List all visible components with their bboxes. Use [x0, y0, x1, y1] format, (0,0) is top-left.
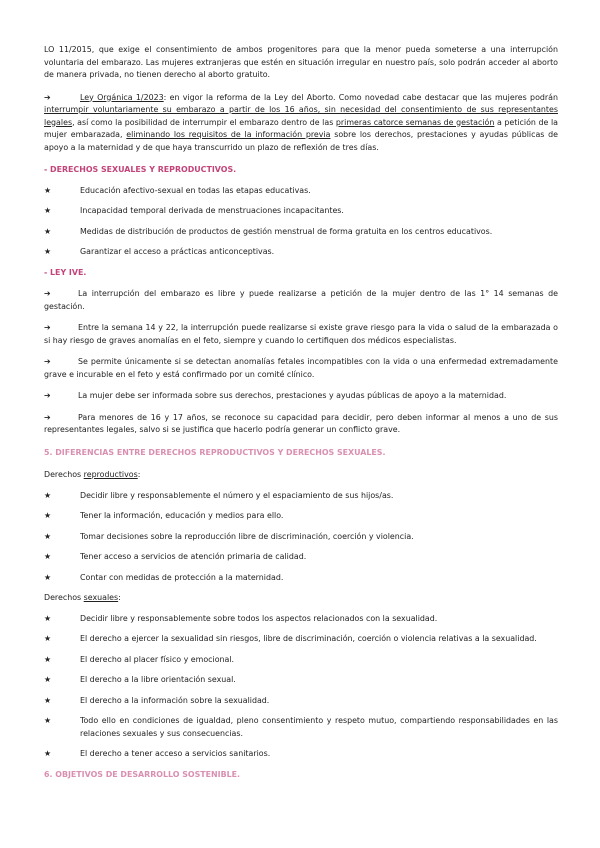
list-item: [44, 674, 558, 687]
ley-underline-3: eliminando los requisitos de la información previa: [126, 130, 331, 139]
list-item: [44, 246, 558, 259]
ley-underline-1: interrumpir voluntariamente su embarazo a partir de los 16 años, sin necesidad del consentimiento de sus representantes legales: [44, 105, 558, 127]
arrow-icon: ➔: [44, 289, 51, 298]
list-item: [44, 748, 558, 761]
list-item: [44, 654, 558, 667]
list-item: [44, 185, 558, 198]
list-item: [44, 322, 558, 347]
repro-prefix: Derechos: [44, 470, 84, 479]
star-icon: ★: [44, 613, 52, 623]
star-icon: ★: [44, 185, 52, 195]
sex-prefix: Derechos: [44, 593, 84, 602]
arrow-icon: ➔: [44, 412, 51, 422]
list-item: [44, 356, 558, 381]
star-icon: ★: [44, 531, 52, 541]
ley-text-2: , así como la posibilidad de interrumpir el embarazo dentro de las: [72, 117, 336, 127]
arrow-icon: ➔: [44, 323, 51, 332]
list-item-text: El derecho a la información sobre la sexualidad.: [80, 695, 270, 705]
list-item-text: El derecho al placer físico y emocional.: [80, 654, 235, 664]
sex-word: sexuales: [83, 593, 119, 602]
list-item-text: Decidir libre y responsablemente el número y el espaciamiento de sus hijos/as.: [80, 490, 394, 500]
list-item-text: El derecho a tener acceso a servicios sanitarios.: [80, 749, 271, 758]
list-item: [44, 390, 558, 403]
list-item: [44, 226, 558, 239]
intro-paragraph: LO 11/2015, que exige el consentimiento de ambos progenitores para que la menor pueda someterse a una interrupción voluntaria del embarazo. Las mujeres extranjeras que estén en situación irregular en nuestro país, solo podrán acceder al aborto de manera privada, no tienen derecho al aborto gratuito.: [44, 45, 558, 79]
list-item: [44, 490, 558, 503]
sex-list: [44, 613, 558, 761]
list-item: [44, 633, 558, 646]
list-item: [44, 551, 558, 564]
list-item: [44, 288, 558, 313]
star-icon: ★: [44, 511, 52, 520]
list-item-text: Se permite únicamente si se detectan anomalías fetales incompatibles con la vida o una enfermedad extremadamente grave e incurable en el feto y está confirmado por un comité clínico.: [44, 357, 558, 379]
arrow-icon: ➔: [44, 357, 51, 366]
star-icon: ★: [44, 206, 52, 215]
section-heading-5: 5. DIFERENCIAS ENTRE DERECHOS REPRODUCTIVOS Y DERECHOS SEXUALES.: [44, 447, 386, 457]
list-item-text: Todo ello en condiciones de igualdad, pleno consentimiento y respeto mutuo, compartiendo responsabilidades en las relaciones sexuales y sus consecuencias.: [80, 716, 558, 738]
ley-text-1: : en vigor la reforma de la Ley del Aborto. Como novedad cabe destacar que las mujeres podrán: [163, 92, 558, 102]
star-icon: ★: [44, 552, 52, 561]
star-icon: ★: [44, 634, 52, 643]
ley-2023-link: Ley Orgánica 1/2023: [80, 92, 164, 102]
star-icon: ★: [44, 716, 52, 725]
repro-word: reproductivos: [83, 470, 138, 479]
section-heading-6: 6. OBJETIVOS DE DESARROLLO SOSTENIBLE.: [44, 769, 241, 779]
ley-underline-2: primeras catorce semanas de gestación: [335, 117, 495, 127]
list-item-text: Tener acceso a servicios de atención primaria de calidad.: [80, 552, 307, 561]
list-item-text: Tomar decisiones sobre la reproducción libre de discriminación, coerción y violencia.: [80, 531, 414, 541]
list-item-text: Tener la información, educación y medios para ello.: [80, 511, 284, 520]
arrow-icon: ➔: [44, 92, 51, 102]
list-item-text: Contar con medidas de protección a la maternidad.: [80, 572, 284, 582]
document-page: [44, 44, 558, 781]
sex-subheading: [44, 592, 558, 605]
list-item-text: Incapacidad temporal derivada de menstruaciones incapacitantes.: [80, 206, 344, 215]
list-item-text: Medidas de distribución de productos de gestión menstrual de forma gratuita en los centros educativos.: [80, 226, 493, 236]
ley-text-3: a petición de la mujer embarazada,: [44, 117, 558, 139]
list-item-text: El derecho a ejercer la sexualidad sin riesgos, libre de discriminación, coerción o violencia relativas a la sexualidad.: [80, 634, 537, 643]
star-icon: ★: [44, 695, 52, 705]
star-icon: ★: [44, 226, 52, 236]
list-item: [44, 715, 558, 740]
star-icon: ★: [44, 490, 52, 500]
list-item-text: Decidir libre y responsablemente sobre todos los aspectos relacionados con la sexualidad.: [80, 613, 438, 623]
sex-suffix: :: [118, 593, 121, 602]
derechos-list: [44, 185, 558, 259]
star-icon: ★: [44, 247, 52, 256]
section-heading-ley-ive: - LEY IVE.: [44, 267, 87, 277]
list-item: [44, 510, 558, 523]
section-heading-derechos: - DERECHOS SEXUALES Y REPRODUCTIVOS.: [44, 165, 237, 174]
list-item-text: Entre la semana 14 y 22, la interrupción puede realizarse si existe grave riesgo para la vida o salud de la embarazada o si hay riesgo de graves anomalías en el feto, siempre y cuando lo certifiquen dos médicos especialistas.: [44, 323, 558, 345]
arrow-icon: ➔: [44, 391, 51, 400]
star-icon: ★: [44, 654, 52, 664]
list-item: [44, 695, 558, 708]
ley-text-4: sobre los derechos, prestaciones y ayudas públicas de apoyo a la maternidad y de que haya transcurrido un plazo de reflexión de tres días.: [44, 130, 559, 152]
list-item-text: Garantizar el acceso a prácticas anticonceptivas.: [80, 247, 275, 256]
star-icon: ★: [44, 572, 52, 582]
list-item-text: Educación afectivo-sexual en todas las etapas educativas.: [80, 185, 311, 195]
list-item-text: La interrupción del embarazo es libre y puede realizarse a petición de la mujer dentro de las 1° 14 semanas de gestación.: [44, 289, 558, 311]
ley-ive-list: [44, 288, 558, 437]
list-item: [44, 531, 558, 544]
repro-suffix: :: [137, 470, 141, 479]
list-item: [44, 205, 558, 218]
repro-subheading: [44, 469, 558, 482]
repro-list: [44, 490, 558, 585]
list-item-text: Para menores de 16 y 17 años, se reconoce su capacidad para decidir, pero deben informar al menos a uno de sus representantes legales, salvo si se justifica que hacerlo podría generar un conflicto grave.: [44, 412, 558, 434]
star-icon: ★: [44, 675, 52, 684]
list-item: [44, 613, 558, 626]
star-icon: ★: [44, 749, 52, 758]
list-item: [44, 572, 558, 585]
ley-2023-paragraph: [44, 92, 558, 155]
list-item-text: El derecho a la libre orientación sexual.: [80, 675, 236, 684]
list-item: [44, 412, 558, 437]
list-item-text: La mujer debe ser informada sobre sus derechos, prestaciones y ayudas públicas de apoyo a la maternidad.: [78, 391, 507, 400]
